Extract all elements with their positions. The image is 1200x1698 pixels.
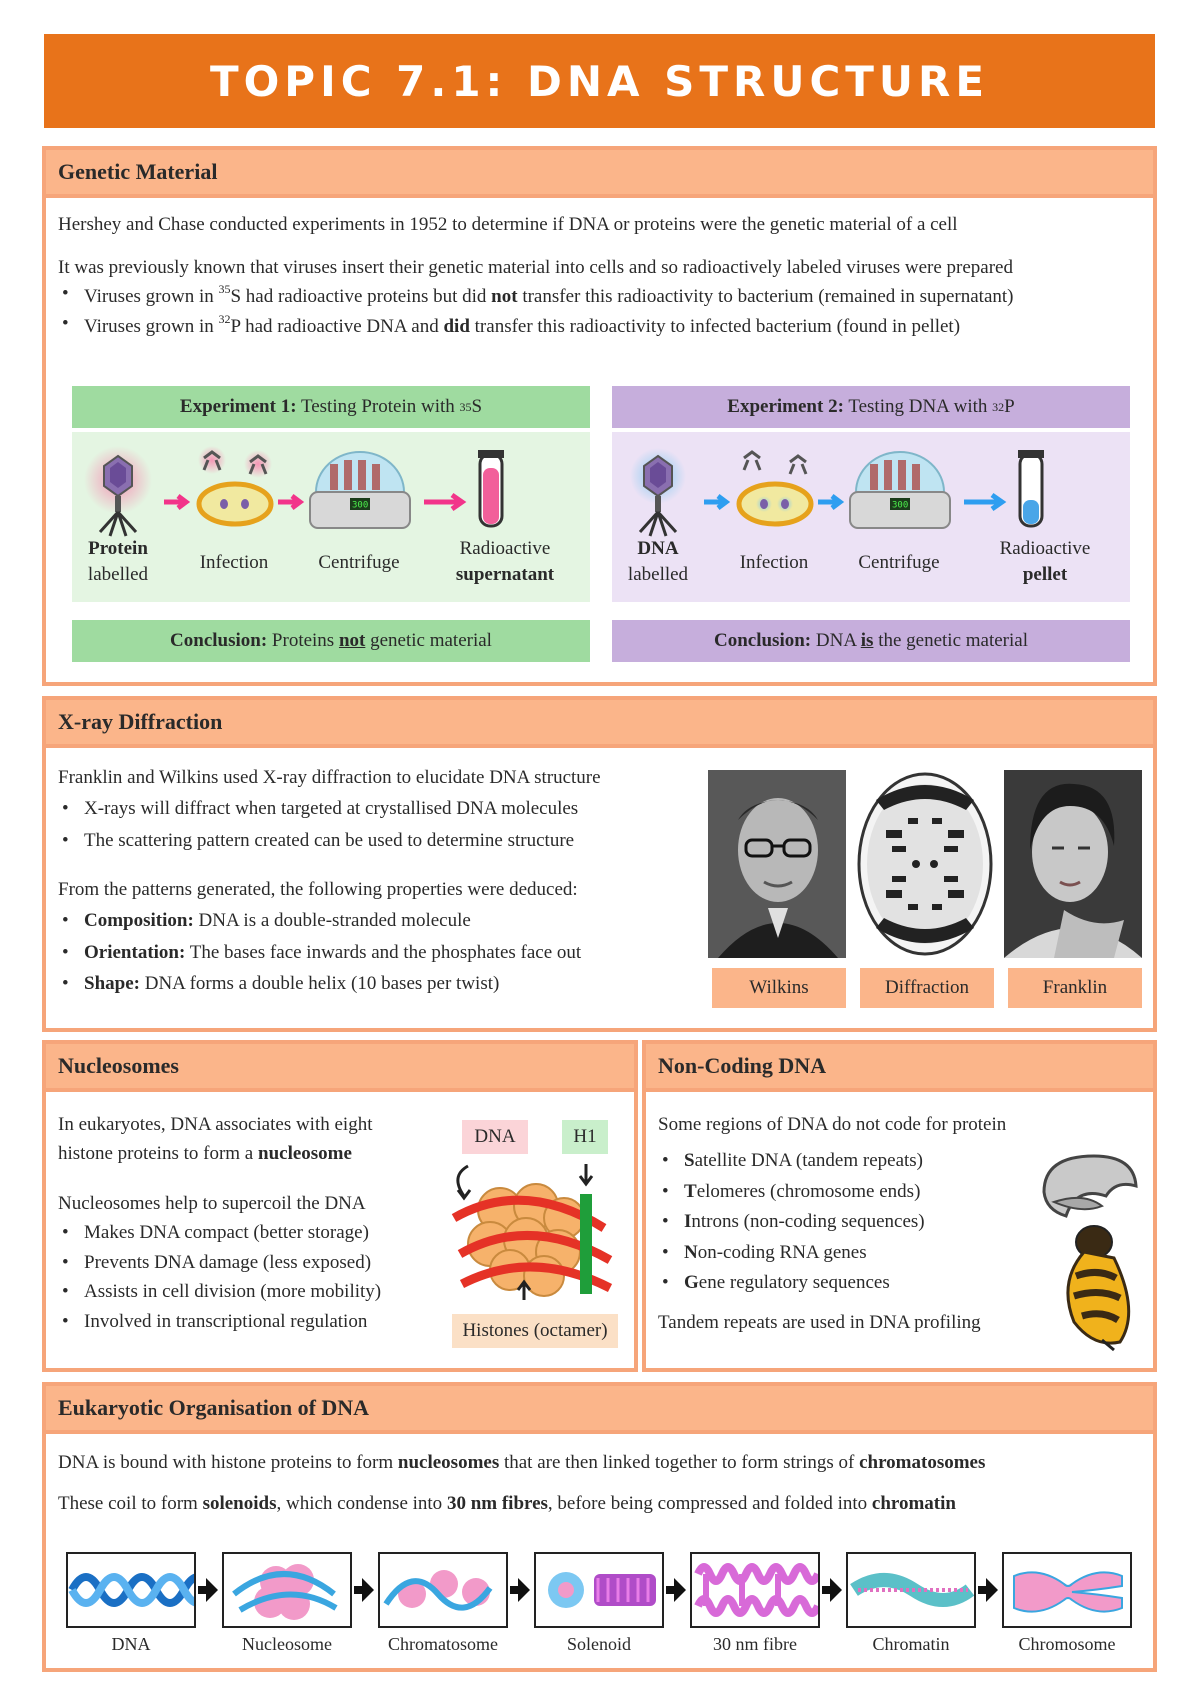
text: S [471,396,483,417]
text: transfer this radioactivity to infected bacterium (found in pellet) [469,315,961,337]
noncoding-intro: Some regions of DNA do not code for protein [658,1114,1007,1135]
photo-caption: Franklin [1008,968,1142,1008]
test-tube-icon [1018,450,1044,526]
xray-text [58,762,698,999]
bold-text: supernatant [455,563,555,585]
text: Radioactive [459,538,551,559]
list-item: • Assists in cell division (more mobility) [84,1277,438,1306]
arrow-right-icon [510,1578,530,1602]
experiment-1-conclusion [72,620,590,662]
list-item [84,905,698,936]
bold-text: is [860,630,874,651]
test-tube-icon [478,450,504,526]
title-bar [44,34,1155,128]
bold-text: not [338,630,366,651]
display-readout: 300 [352,500,369,511]
text: DNA forms a double helix (10 bases per twist) [139,973,500,995]
nucleosome-line-2 [58,1139,438,1168]
text: These coil to form [58,1492,203,1514]
stage-label: Chromatin [872,1634,950,1654]
nucleosome-diagram [440,1158,620,1300]
text: histone proteins to form a [58,1143,258,1165]
stage-30nm-fibre-box [690,1552,820,1628]
list-item [84,281,1148,311]
stinger-bee-icon [1024,1152,1144,1352]
stage-label: Infection [739,552,809,573]
stage-solenoid-box [534,1552,664,1628]
text: Viruses grown in [84,286,219,308]
infection-icon [198,446,272,524]
photo-caption: Diffraction [860,968,994,1008]
display-readout: 300 [892,500,909,511]
text: labelled [87,563,149,585]
xray-intro: Franklin and Wilkins used X-ray diffraction to elucidate DNA structure [58,767,601,788]
experiment-1-title [72,386,590,428]
bold-text: Experiment 2: [727,396,844,417]
noncoding-list [658,1146,1038,1298]
text: The bases face inwards and the phosphates face out [185,941,582,963]
stage-label [430,536,580,587]
list-item [684,1268,1038,1298]
organisation-line-2 [58,1493,1148,1516]
stage-chromatin-box [846,1552,976,1628]
text: genetic material [365,630,492,651]
stage-label: Solenoid [566,1634,631,1654]
solenoid-icon [536,1554,662,1626]
superscript: 32 [218,311,231,326]
section-heading: Nucleosomes [46,1044,634,1092]
stage-nucleosome-box [222,1552,352,1628]
centrifuge-icon [850,452,950,528]
list-item [684,1146,1038,1176]
text: on-coding RNA genes [697,1241,867,1263]
bold-text: solenoids [202,1492,277,1514]
text: DNA is a double-stranded molecule [193,910,471,932]
bold-text: Conclusion: [170,630,268,651]
stage-chromatosome-box [378,1552,508,1628]
bold-text: nucleosomes [397,1452,500,1473]
infection-icon [739,452,811,524]
xray-bullets [58,793,698,856]
bold-text: Experiment 1: [179,396,297,417]
bold-text: pellet [1022,563,1068,585]
arrow-icon [704,496,726,508]
bold-text: Conclusion: [713,630,812,651]
text: , before being compressed and folded into [547,1492,872,1514]
stage-label: 30 nm fibre [713,1634,797,1654]
photo-caption: Wilkins [712,968,846,1008]
list-item: • Prevents DNA damage (less exposed) [84,1248,438,1277]
bold-text: nucleosome [258,1143,352,1165]
stage-chromosome-box [1002,1552,1132,1628]
text: Testing DNA with [843,396,993,417]
text: ntrons (non-coding sequences) [691,1211,925,1233]
text: , which condense into [276,1492,447,1514]
genetic-intro: Hershey and Chase conducted experiments in 1952 to determine if DNA or proteins were the genetic material of a cell [58,214,958,235]
text: Viruses grown in [84,315,219,337]
list-item: • X-rays will diffract when targeted at crystallised DNA molecules [84,793,698,824]
bold-text: not [491,286,518,308]
text: DNA [811,630,861,651]
virus-icon [630,448,686,536]
bold-text: Orientation: [84,941,186,963]
wilkins-photo [708,770,846,958]
bold-text: did [443,315,470,337]
histones-tag: Histones (octamer) [452,1314,618,1348]
bold-text: Protein [88,538,148,559]
bold-text: chromatosomes [859,1452,986,1473]
dna-tag: DNA [462,1120,528,1154]
text: transfer this radioactivity to bacterium (remained in supernatant) [517,286,1014,308]
bold-text: N [684,1241,698,1263]
franklin-photo [1004,770,1142,958]
centrifuge-icon [310,452,410,528]
text: that are then linked together to form strings of [499,1452,860,1473]
section-heading: Genetic Material [46,150,1153,198]
chromosome-icon [1004,1554,1130,1626]
nucleosome-help: Nucleosomes help to supercoil the DNA [58,1192,366,1214]
section-heading: Eukaryotic Organisation of DNA [46,1386,1153,1434]
arrow-icon [424,495,462,509]
list-item [684,1207,1038,1237]
text: ene regulatory sequences [698,1271,890,1293]
bold-text: Composition: [84,910,194,932]
bold-text: Shape: [84,973,140,995]
text: P had radioactive DNA and [230,315,444,337]
chromatosome-icon [380,1554,506,1626]
stage-label: Centrifuge [858,552,940,573]
genetic-bullets [58,281,1148,340]
experiment-2-conclusion [612,620,1130,662]
list-item [684,1177,1038,1207]
experiment-1-panel [72,386,590,662]
organisation-text [58,1452,1148,1516]
text: atellite DNA (tandem repeats) [694,1150,924,1172]
arrow-icon [278,496,300,508]
organisation-line-1 [58,1452,1148,1475]
arrow-right-icon [354,1578,374,1602]
stage-label: DNA [111,1634,151,1654]
bold-text: G [684,1271,699,1293]
h1-tag: H1 [562,1120,608,1154]
stage-label [612,536,704,587]
bold-text: DNA [637,538,679,559]
noncoding-footer: Tandem repeats are used in DNA profiling [658,1312,981,1334]
list-item: • Involved in transcriptional regulation [84,1307,438,1336]
superscript: 32 [992,399,1005,414]
bold-text: S [684,1150,695,1172]
arrow-icon [964,495,1002,509]
list-item [84,937,698,968]
arrow-right-icon [666,1578,686,1602]
list-item: • Makes DNA compact (better storage) [84,1218,438,1247]
chromatin-icon [848,1554,974,1626]
arrow-icon [818,496,840,508]
experiment-1-body [72,432,590,602]
genetic-known: It was previously known that viruses insert their genetic material into cells and so radioactively labeled viruses were prepared [58,256,1013,278]
experiment-2-body [612,432,1130,602]
list-item [84,968,698,999]
text: labelled [627,563,689,585]
text: S had radioactive proteins but did [230,286,492,308]
bold-text: T [684,1180,697,1202]
stage-label: Centrifuge [318,552,400,573]
section-heading: X-ray Diffraction [46,700,1153,748]
xray-properties [58,905,698,999]
xray-deduced: From the patterns generated, the following properties were deduced: [58,879,578,901]
text: Proteins [267,630,339,651]
stage-label [970,536,1120,587]
superscript: 35 [218,282,231,297]
bold-text: chromatin [871,1492,956,1514]
genetic-text [58,212,1148,340]
text: elomeres (chromosome ends) [696,1180,921,1202]
stage-label: Nucleosome [242,1634,332,1654]
section-heading: Non-Coding DNA [646,1044,1153,1092]
list-item: • The scattering pattern created can be used to determine structure [84,825,698,856]
stage-label [72,536,164,587]
text: Testing Protein with [296,396,460,417]
text: DNA is bound with histone proteins to form [58,1452,398,1473]
experiment-2-title [612,386,1130,428]
arrow-right-icon [198,1578,218,1602]
page-title: TOPIC 7.1: DNA STRUCTURE [209,56,990,106]
bold-text: I [684,1211,692,1233]
diffraction-photo [856,770,994,958]
organisation-section [42,1382,1157,1672]
nucleosome-line-1: In eukaryotes, DNA associates with eight [58,1114,373,1135]
stage-dna-box [66,1552,196,1628]
list-item [684,1238,1038,1268]
virus-icon [84,446,152,536]
arrow-icon [164,496,186,508]
superscript: 35 [459,399,472,414]
stage-label: Chromatosome [388,1634,498,1654]
arrow-right-icon [822,1578,842,1602]
nucleosome-icon [224,1554,350,1626]
text: Radioactive [999,538,1091,559]
text: the genetic material [873,630,1028,651]
nucleosomes-text [58,1110,438,1336]
text: P [1004,396,1015,417]
list-item [84,311,1148,341]
dna-helix-icon [68,1554,194,1626]
stage-label: Infection [199,552,269,573]
fibre-icon [692,1554,818,1626]
nucleosome-bullets [58,1218,438,1336]
arrow-right-icon [978,1578,998,1602]
bold-text: 30 nm fibres [446,1492,548,1514]
experiment-2-panel [612,386,1130,662]
stage-label: Chromosome [1018,1634,1116,1654]
noncoding-text [658,1110,1038,1339]
